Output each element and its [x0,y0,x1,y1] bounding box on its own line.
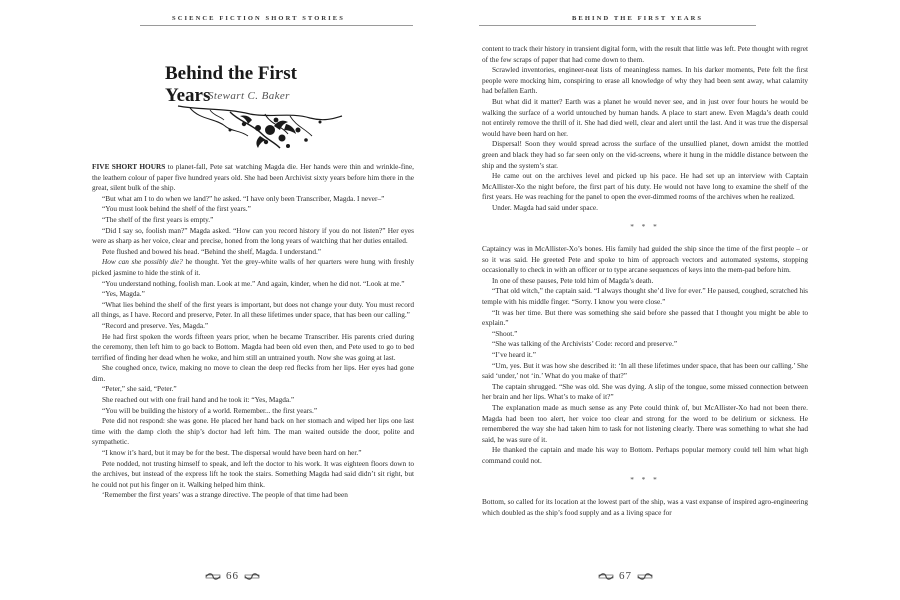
paragraph: “Record and preserve. Yes, Magda.” [102,320,209,330]
paragraph: “What lies behind the shelf of the first years is important, but does not change your duty. You must record all things, as I have. Record and preserve, Peter. In all these lifetimes under space, that has been our calling.” [92,299,414,320]
paragraph: content to track their history in transient digital form, with the result that little was left. Pete thought with regret of the few scraps of paper that had come down to them. [482,44,808,64]
paragraph: “Peter,” she said, “Peter.” [102,384,177,394]
paragraph: He had first spoken the words fifteen years prior, when he became Transcriber. His parents cried during the ceremony, then left him to go back to Bottom. Magda had been old even then, and Pete used to go to bed terrified of finding her dead when he woke, and him still an untrained youth. Now she was going at last. [92,331,414,362]
folio-ornament-icon [244,573,260,580]
paragraph: But what did it matter? Earth was a planet he would never see, and in just over four hours he would be walking the surface of a world untouched by human hands. A place to start anew. Even Magda’s death could not entirely remove the thrill of it. She had died well, clear and alert until the last. And it was true the dispersal would have been hard on her. [482,96,808,138]
left-page-body [92,162,414,501]
italic-thought: How can she possibly die? [102,257,183,267]
running-head-left: SCIENCE FICTION SHORT STORIES [172,15,345,22]
paragraph: She coughed once, twice, making no move to clean the deep red flecks from her lips. Her eyes had gone dim. [92,363,414,383]
paragraph: Pete did not respond: she was gone. He placed her hand back on her stomach and wiped her lips one last time with the damp cloth the ship’s doctor had left him. The man waited outside the door, polite and sympathetic. [92,416,414,447]
right-page [450,0,900,600]
right-page-body [482,44,808,518]
paragraph: “You must look behind the shelf of the first years.” [102,204,251,214]
lead-caps: FIVE SHORT HOURS [92,162,166,171]
paragraph: Dispersal! Soon they would spread across the surface of the unsullied planet, down amidst the mottled green and black they had so far seen only on the vid-screens, where it hung in the middle distance between the ship and the system’s star. [482,139,808,170]
page-number: 66 [226,570,239,582]
paragraph: ‘Remember the first years’ was a strange directive. The people of that time had been [102,490,348,500]
paragraph: “But what am I to do when we land?” he asked. “I have only been Transcriber, Magda. I never–” [102,193,385,203]
paragraph: Pete nodded, not trusting himself to speak, and left the doctor to his work. It was eighteen floors down to the archives, but instead of the express lift he took the stairs. Something Magda had said didn’t sit right, but he could not put his finger on it. Walking helped him think. [92,458,414,489]
paragraph: The captain shrugged. “She was old. She was dying. A slip of the tongue, some missed connection between her brain and her lips. What’s to make of it?” [482,381,808,402]
paragraph: He thanked the captain and made his way to Bottom. Perhaps popular memory could tell him what high command could not. [482,445,808,465]
folio-ornament-icon [205,573,221,580]
paragraph: FIVE SHORT HOURS to planet-fall, Pete sat watching Magda die. Her hands were thin and wrinkle-fine, the leathern colour of paper five hundred years old. She had been Archivist sixty years before him there in the great, silent bulk of the ship. [92,162,414,193]
paragraph: “That old witch,” the captain said. “I always thought she’d live for ever.” He paused, coughed, scratched his temple with his middle finger. “Sorry. I know you were close.” [482,286,808,307]
paragraph: “Um, yes. But it was how she described it: ‘In all these lifetimes under space, that has been our calling.’ She said ‘under,’ not ‘in.’ What do you make of that?” [482,360,808,381]
page-number: 67 [619,570,632,582]
paragraph: Under. Magda had said under space. [492,202,598,212]
paragraph: “The shelf of the first years is empty.” [102,214,214,224]
paragraph: She reached out with one frail hand and he took it: “Yes, Magda.” [102,395,295,405]
story-author: Stewart C. Baker [208,90,290,102]
paragraph: In one of these pauses, Pete told him of Magda’s death. [492,275,654,285]
paragraph: Pete flushed and bowed his head. “Behind the shelf, Magda. I understand.” [102,246,322,256]
paragraph: He came out on the archives level and picked up his pace. He had set up an interview with Captain McAllister-Xo the night before, the first part of his duty. He would not have long to examine the shelf of the first years. He was reaching for the panel to open the ever-dimmed rooms of the archives when he realized. [482,171,808,202]
head-rule-left [140,25,413,26]
folio-ornament-icon [637,573,653,580]
paragraph: “You will be building the history of a world. Remember... the first years.” [102,405,318,415]
section-separator: * * * [630,474,660,484]
page-number-left [205,570,260,582]
paragraph: “Did I say so, foolish man?” Magda asked. “How can you record history if you do not listen?” Her eyes were as sharp as her voice, clear and precise, honed from the long years of watching that her duties entailed. [92,225,414,246]
paragraph: “It was her time. But there was something she said before she passed that I thought you might be able to explain.” [482,307,808,328]
paragraph: “I know it’s hard, but it may be for the best. The dispersal would have been hard on her.” [102,448,362,458]
paragraph: “Yes, Magda.” [102,289,145,299]
head-rule-right [479,25,756,26]
paragraph: How can she possibly die? he thought. Yet the grey-white walls of her quarters were hung with freshly picked jasmine to hide the stink of it. [92,257,414,277]
folio-ornament-icon [598,573,614,580]
paragraph: Captaincy was in McAllister-Xo’s bones. His family had guided the ship since the time of the first people – or so it was said. He greeted Pete and spoke to him of approach vectors and automated systems, stopping occasionally to check in with an officer or to type arcane sequences of keys into the mem-pad before him. [482,244,808,275]
paragraph: “Shoot.” [492,328,518,338]
paragraph: “She was talking of the Archivists’ Code: record and preserve.” [492,339,678,349]
running-head-right: BEHIND THE FIRST YEARS [572,15,704,22]
story-title: Behind the First Years [165,63,297,106]
page-number-right [598,570,653,582]
paragraph: Scrawled inventories, engineer-neat lists of meaningless names. In his darker moments, Pete felt the first people were mocking him, conspiring to erase all knowledge of why they had been sent away, what calamity had befallen Earth. [482,65,808,96]
paragraph: Bottom, so called for its location at the lowest part of the ship, was a vast expanse of inspired agro-engineering which doubled as the ship’s food supply and as a living space for [482,497,808,517]
paragraph: “I’ve heard it.” [492,350,536,360]
paragraph: “You understand nothing, foolish man. Look at me.” And again, kinder, when he did not. “Look at me.” [102,278,405,288]
paragraph: The explanation made as much sense as any Pete could think of, but McAllister-Xo had not been there. Magda had been too alert, her voice too clear and strong for the word to be delirium or sickness. He remembered the way she had taken him to task for not listening clearly. There was something to what she had said, he was sure of it. [482,403,808,444]
section-separator: * * * [630,221,660,231]
floral-ornament-icon [170,100,350,152]
